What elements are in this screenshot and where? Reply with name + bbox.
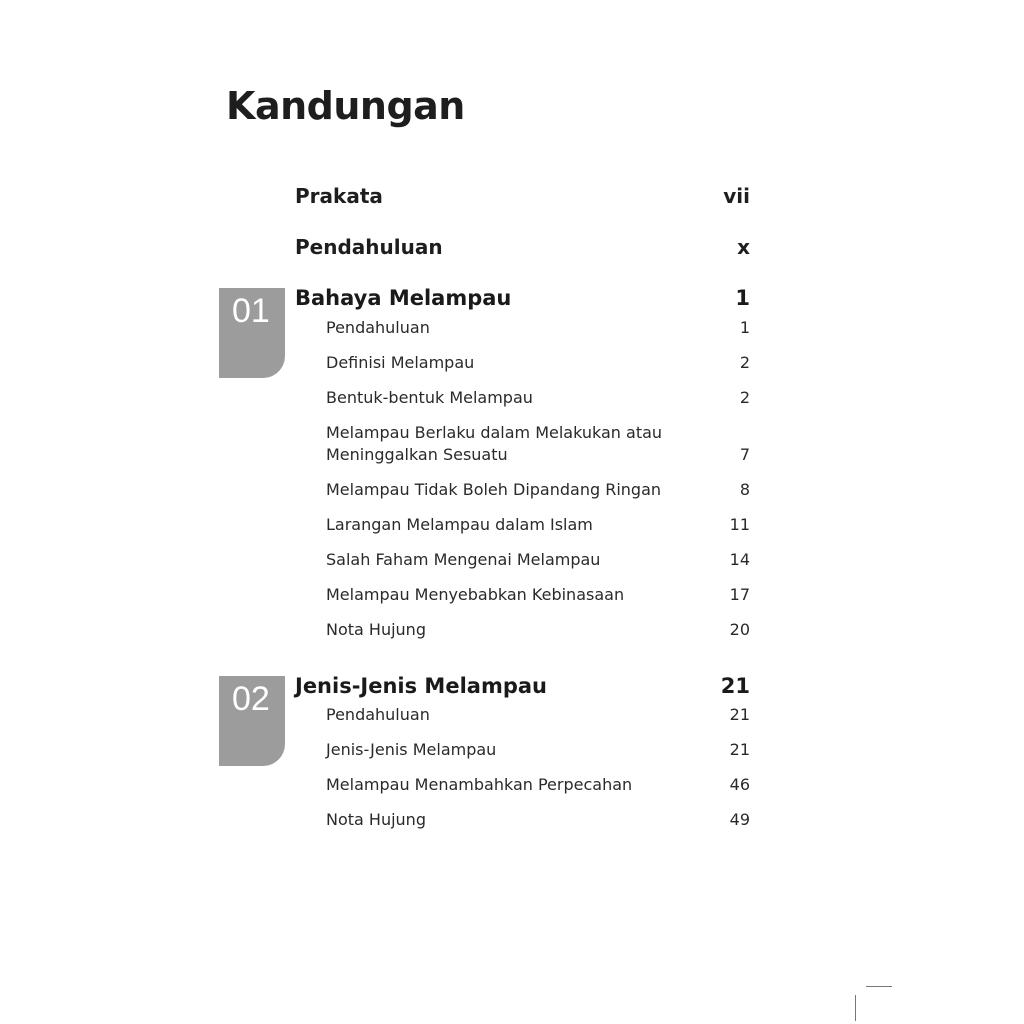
- toc-section-label: Bentuk-bentuk Melampau: [326, 388, 533, 407]
- toc-section-page: 7: [739, 445, 750, 464]
- toc-section-label: Melampau Menambahkan Perpecahan: [326, 775, 633, 794]
- toc-section-entry[interactable]: [326, 774, 750, 796]
- toc-chapter-page: 1: [735, 286, 750, 310]
- chapter-number-badge: [219, 676, 285, 766]
- toc-section-entry[interactable]: [326, 549, 750, 571]
- footer-rule: [866, 986, 892, 987]
- toc-entry-prakata[interactable]: [295, 184, 750, 210]
- toc-section-label: Pendahuluan: [326, 705, 430, 724]
- toc-section-label: Melampau Tidak Boleh Dipandang Ringan: [326, 480, 662, 499]
- toc-section-page: 2: [739, 388, 750, 407]
- toc-section-label: Definisi Melampau: [326, 353, 475, 372]
- toc-entry-page: vii: [723, 184, 750, 208]
- toc-chapter-title: Jenis-Jenis Melampau: [295, 674, 547, 698]
- toc-chapter-title: Bahaya Melampau: [295, 286, 512, 310]
- toc-section-label: Larangan Melampau dalam Islam: [326, 515, 593, 534]
- toc-entry-pendahuluan[interactable]: [295, 235, 750, 261]
- toc-section-entry[interactable]: [326, 387, 750, 409]
- toc-section-page: 21: [729, 740, 750, 759]
- toc-section-page: 8: [739, 480, 750, 499]
- toc-chapter-page: 21: [720, 674, 750, 698]
- toc-section-page: 20: [729, 620, 750, 639]
- chapter-number: 01: [232, 292, 270, 330]
- toc-section-entry[interactable]: [326, 514, 750, 536]
- toc-entry-label: Pendahuluan: [295, 235, 443, 259]
- toc-section-label: Nota Hujung: [326, 810, 426, 829]
- toc-section-entry[interactable]: [326, 422, 750, 466]
- toc-entry-page: x: [737, 235, 750, 259]
- toc-section-page: 49: [729, 810, 750, 829]
- toc-section-label: [326, 422, 662, 466]
- toc-section-page: 17: [729, 585, 750, 604]
- toc-section-page: 14: [729, 550, 750, 569]
- toc-section-entry[interactable]: [326, 479, 750, 501]
- toc-section-label: Pendahuluan: [326, 318, 430, 337]
- toc-section-entry[interactable]: [326, 317, 750, 339]
- toc-section-label: Jenis-Jenis Melampau: [326, 740, 497, 759]
- page-title: Kandungan: [226, 84, 465, 128]
- toc-chapter-heading[interactable]: [295, 674, 750, 702]
- toc-section-entry[interactable]: [326, 739, 750, 761]
- toc-section-entry[interactable]: [326, 584, 750, 606]
- toc-section-page: 1: [739, 318, 750, 337]
- toc-section-page: 11: [729, 515, 750, 534]
- toc-chapter-heading[interactable]: [295, 286, 750, 314]
- footer-page-marker: [855, 995, 856, 1021]
- chapter-number-badge: [219, 288, 285, 378]
- toc-section-entry[interactable]: [326, 809, 750, 831]
- toc-section-label: Salah Faham Mengenai Melampau: [326, 550, 601, 569]
- toc-section-label: Nota Hujung: [326, 620, 426, 639]
- toc-section-entry[interactable]: [326, 619, 750, 641]
- toc-section-entry[interactable]: [326, 704, 750, 726]
- toc-entry-label: Prakata: [295, 184, 383, 208]
- toc-section-page: 46: [729, 775, 750, 794]
- toc-section-entry[interactable]: [326, 352, 750, 374]
- toc-section-label-line: Melampau Berlaku dalam Melakukan atau: [326, 423, 663, 442]
- toc-section-page: 2: [739, 353, 750, 372]
- toc-section-label: Melampau Menyebabkan Kebinasaan: [326, 585, 625, 604]
- chapter-number: 02: [232, 680, 270, 718]
- toc-section-label-line: Meninggalkan Sesuatu: [326, 445, 508, 464]
- toc-section-page: 21: [729, 705, 750, 724]
